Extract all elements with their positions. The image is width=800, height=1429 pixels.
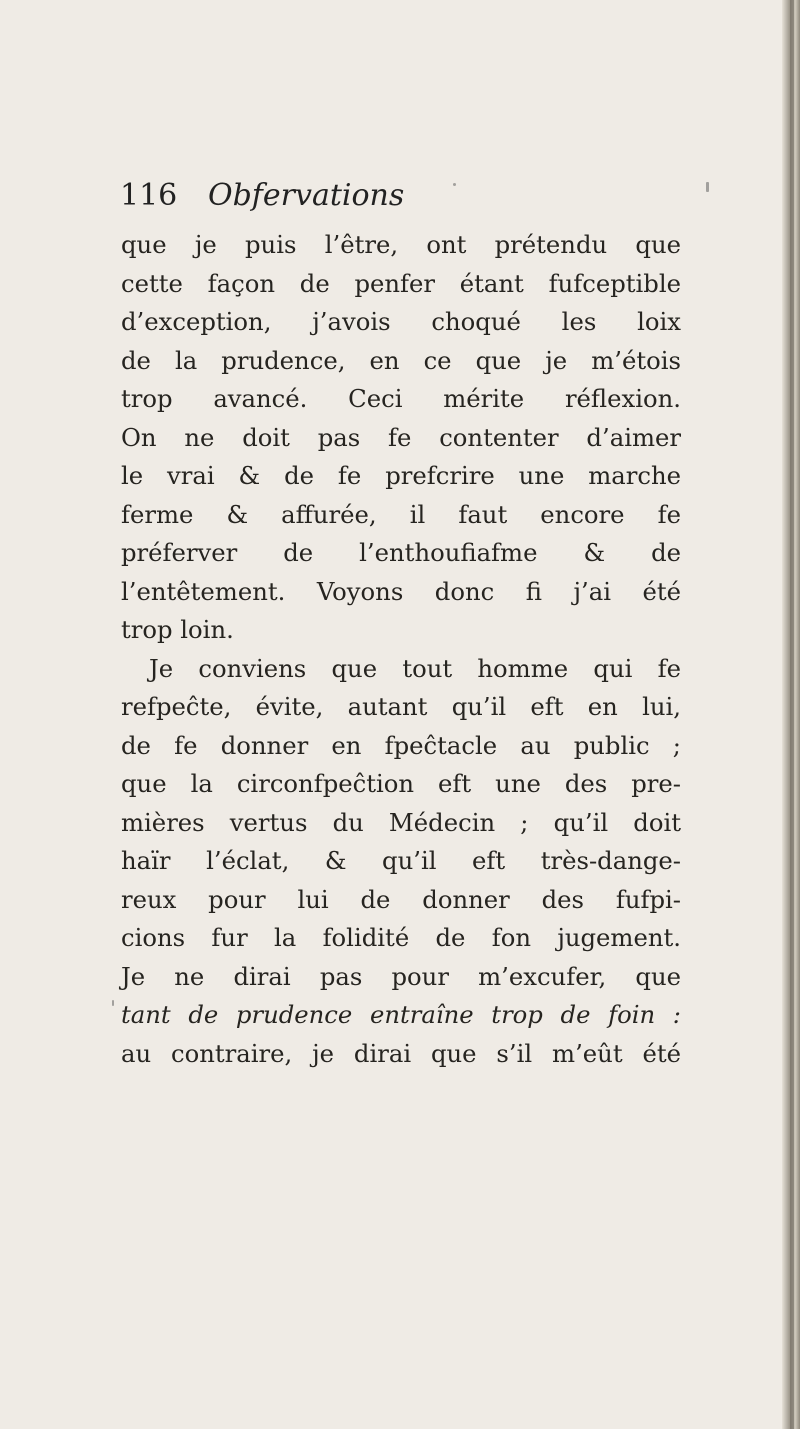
text-line: préferver de l’enthoufiafme & de bbox=[121, 538, 681, 567]
page-number: 116 bbox=[120, 178, 178, 213]
ink-speck bbox=[112, 1000, 114, 1006]
text-line-italic: tant de prudence entraîne trop de foin : bbox=[121, 1000, 681, 1029]
text-line: Je conviens que tout homme qui fe bbox=[149, 653, 681, 683]
text-line: que je puis l’être, ont prétendu que bbox=[121, 230, 681, 259]
text-line: au contraire, je dirai que s’il m’eût été bbox=[121, 1038, 681, 1068]
text-line: le vrai & de fe prefcrire une marche bbox=[121, 461, 681, 490]
text-line: trop avancé. Ceci mérite réflexion. bbox=[121, 384, 681, 413]
text-line: haïr l’éclat, & qu’il eft très-dange- bbox=[121, 846, 681, 875]
page-edge-line bbox=[790, 0, 794, 1429]
text-line: que la circonfpeĉtion eft une des pre- bbox=[121, 769, 681, 798]
body-text bbox=[121, 226, 681, 1073]
text-line: On ne doit pas fe contenter d’aimer bbox=[121, 422, 681, 452]
text-line: trop loin. bbox=[121, 615, 234, 644]
text-line: cette façon de penfer étant fufceptible bbox=[121, 268, 681, 298]
text-line: mières vertus du Médecin ; qu’il doit bbox=[121, 807, 681, 837]
page-header bbox=[120, 178, 720, 228]
text-line: refpeĉte, évite, autant qu’il eft en lui, bbox=[121, 692, 681, 721]
text-line: ferme & affurée, il faut encore fe bbox=[121, 499, 681, 529]
running-head: Obfervations bbox=[208, 178, 405, 213]
text-line: Je ne dirai pas pour m’excufer, que bbox=[121, 961, 681, 991]
text-line: reux pour lui de donner des fufpi- bbox=[121, 884, 681, 914]
text-line: cions fur la folidité de fon jugement. bbox=[121, 923, 681, 952]
text-line: d’exception, j’avois choqué les loix bbox=[121, 307, 681, 336]
text-line: de la prudence, en ce que je m’étois bbox=[121, 345, 681, 375]
text-line: l’entêtement. Voyons donc fi j’ai été bbox=[121, 576, 681, 606]
text-line: de fe donner en fpeĉtacle au public ; bbox=[121, 730, 681, 760]
